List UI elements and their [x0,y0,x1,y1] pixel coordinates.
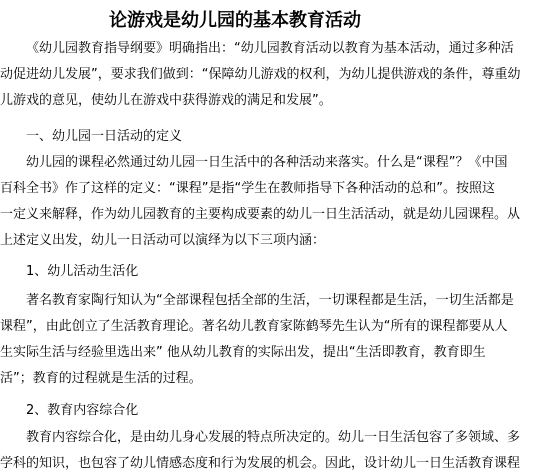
paragraph-line: 动促进幼儿发展”，要求我们做到：“保障幼儿游戏的权利，为幼儿提供游戏的条件，尊重幼 [0,67,521,82]
document-title: 论游戏是幼儿园的基本教育活动 [109,10,361,31]
paragraph-line: 活”；教育的过程就是生活的过程。 [0,371,202,386]
paragraph-line: 一定义来解释，作为幼儿园教育的主要构成要素的幼儿一日生活活动，就是幼儿园课程。从 [0,207,521,222]
subsection-heading: 1、幼儿活动生活化 [26,264,139,279]
section-heading: 一、幼儿园一日活动的定义 [26,129,183,144]
paragraph-line: 幼儿园的课程必然通过幼儿园一日生活中的各种活动来落实。什么是“课程”？《中国 [26,155,508,170]
paragraph-line: 上述定义出发，幼儿一日活动可以演绎为以下三项内涵： [0,233,326,248]
paragraph-line: 生实际生活与经验里选出来” 他从幼儿教育的实际出发，提出“生活即教育，教育即生 [0,345,486,360]
paragraph-line: 《幼儿园教育指导纲要》明确指出：“幼儿园教育活动以教育为基本活动，通过多种活 [26,41,514,56]
paragraph-line: 学科的知识，也包容了幼儿情感态度和行为发展的机会。因此，设计幼儿一日生活教育课程 [0,456,521,471]
paragraph-line: 儿游戏的意见，使幼儿在游戏中获得游戏的满足和发展”。 [0,93,332,108]
paragraph-line: 教育内容综合化，是由幼儿身心发展的特点所决定的。幼儿一日生活包容了多领域、多 [26,430,521,445]
paragraph-line: 著名教育家陶行知认为“全部课程包括全部的生活，一切课程都是生活，一切生活都是 [26,293,514,308]
paragraph-line: 百科全书》作了这样的定义：“课程”是指“学生在教师指导下各种活动的总和”。按照这 [0,181,495,196]
subsection-heading: 2、教育内容综合化 [26,403,139,418]
paragraph-line: 课程”，由此创立了生活教育理论。著名幼儿教育家陈鹤琴先生认为“所有的课程都要从人 [0,319,508,334]
